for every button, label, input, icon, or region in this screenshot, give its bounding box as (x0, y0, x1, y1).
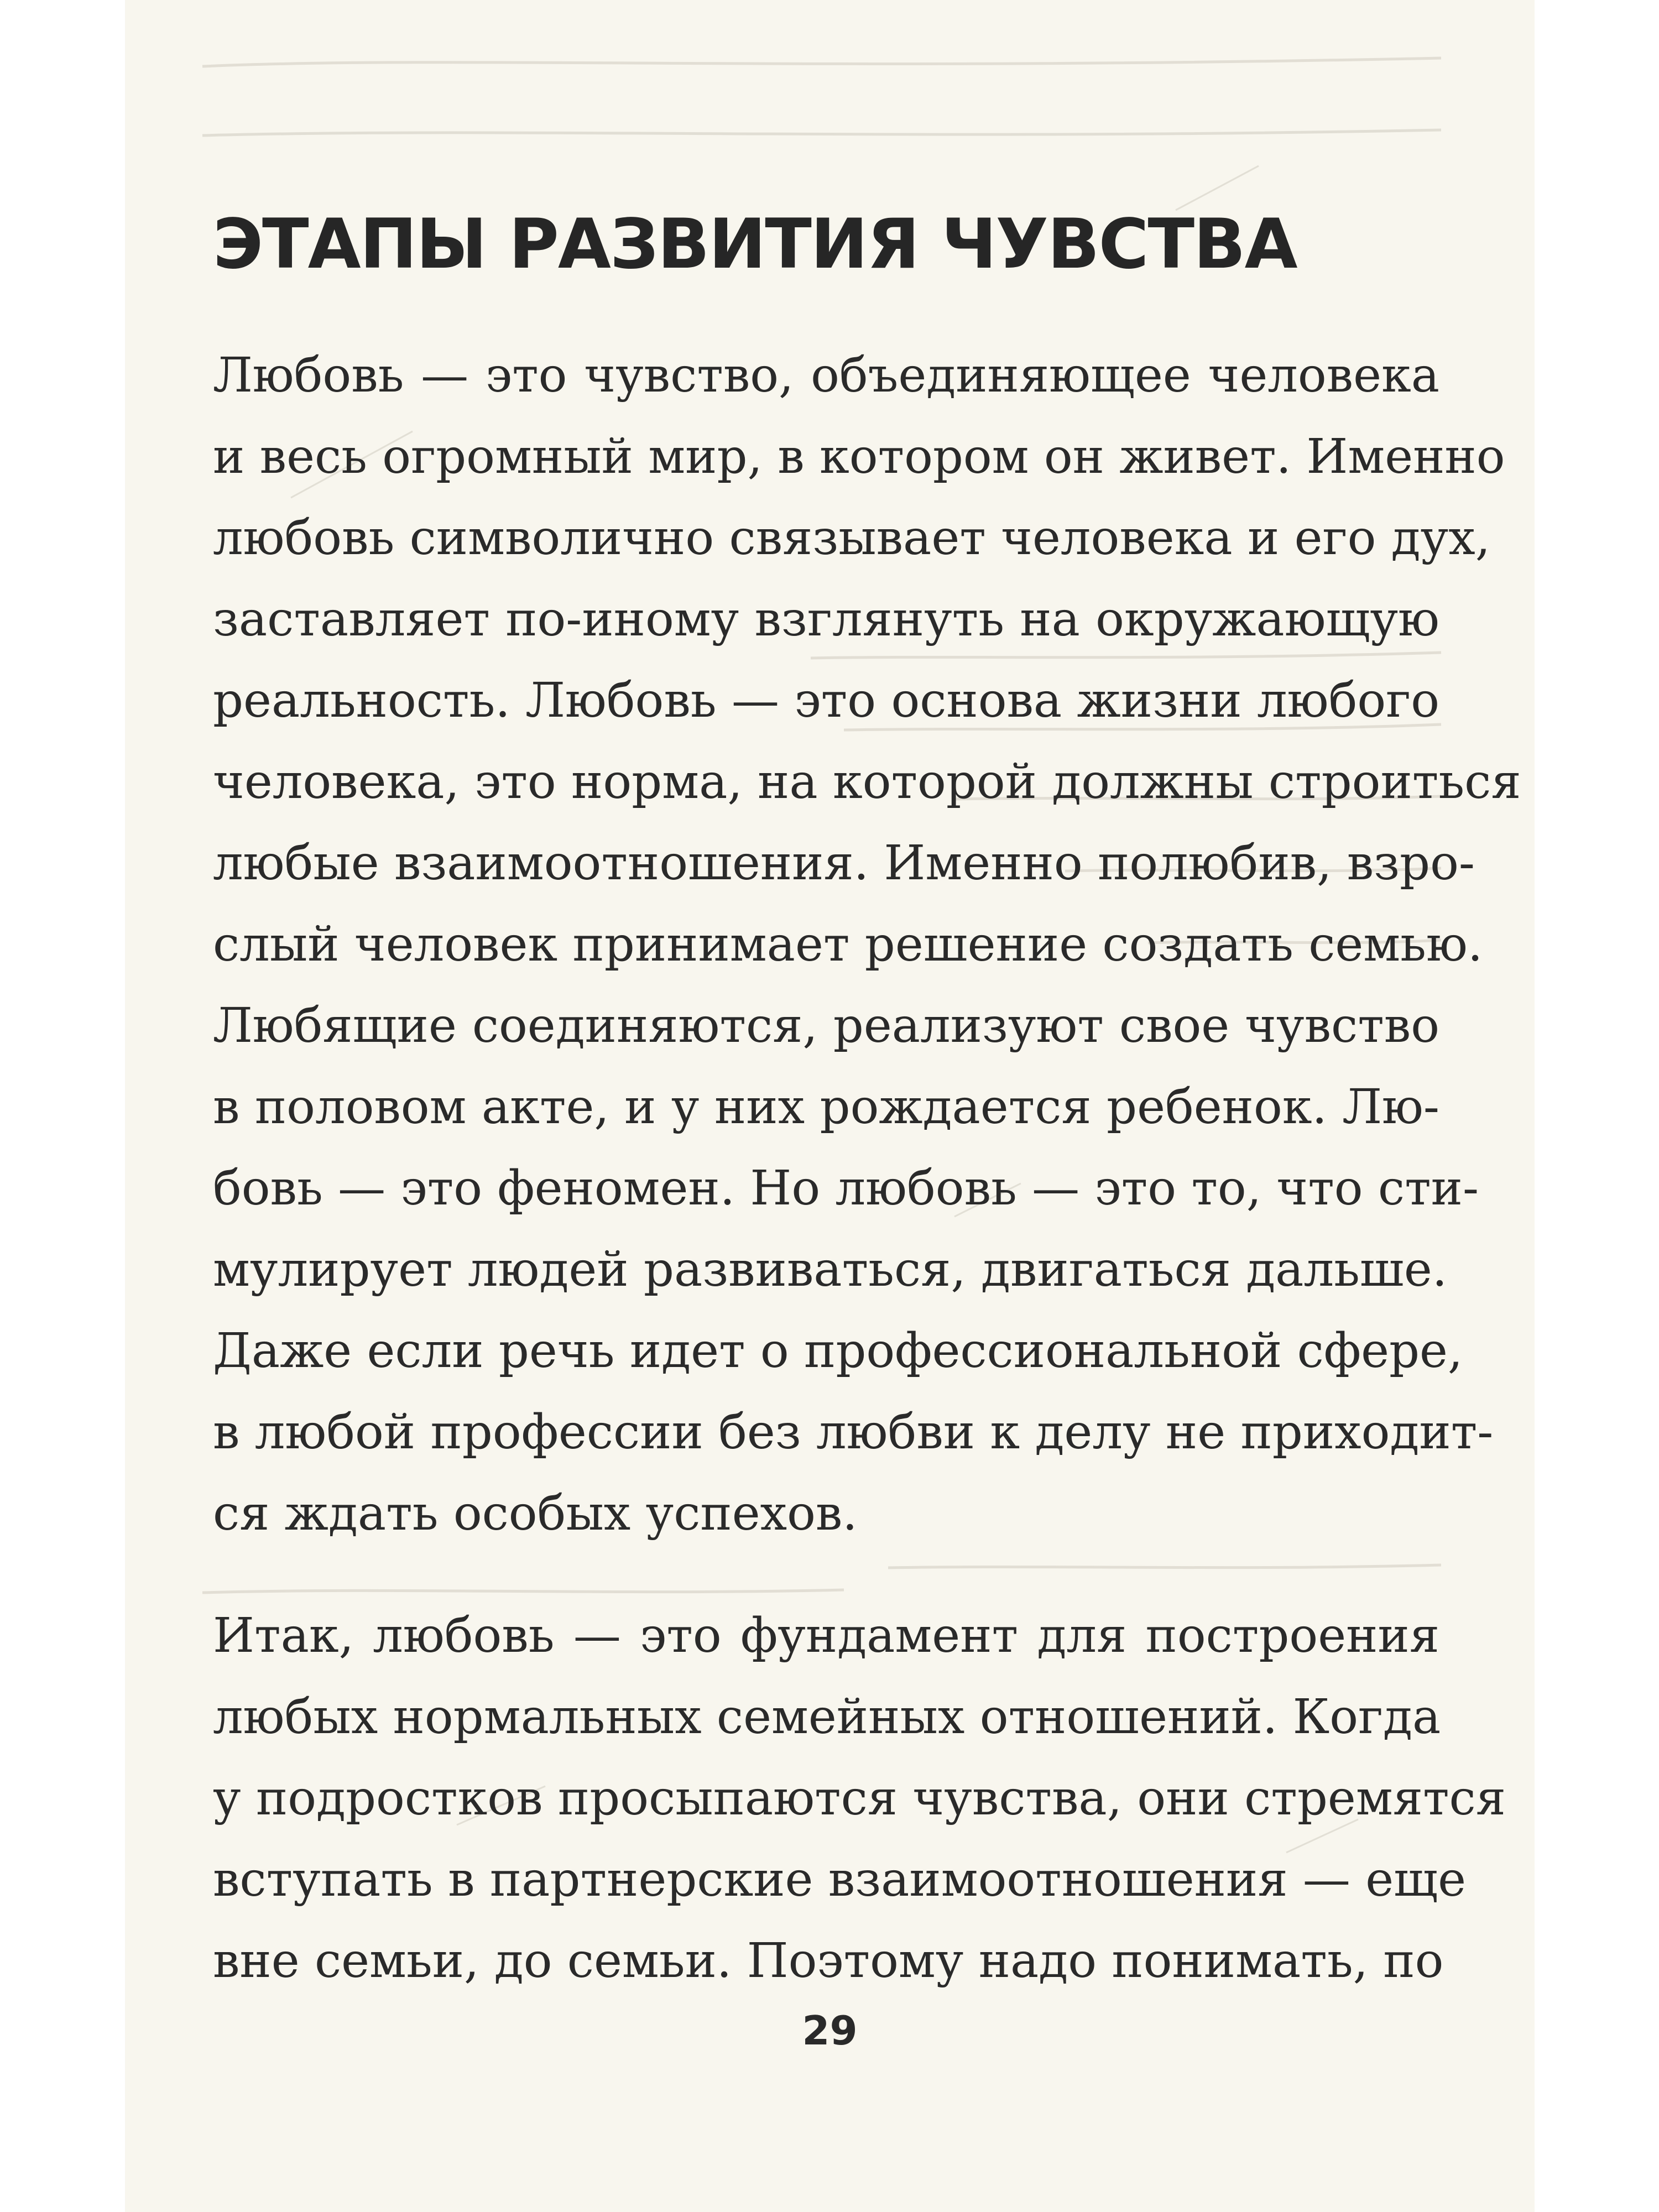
paragraph-line: Даже если речь идет о профессиональной сфере, (213, 1323, 1463, 1379)
paragraph-line: человека, это норма, на которой должны строиться (213, 754, 1521, 810)
paragraph-line: мулирует людей развиваться, двигаться дальше. (213, 1242, 1448, 1297)
paragraph-line: Итак, любовь — это фундамент для построения (213, 1608, 1439, 1663)
paragraph-line: бовь — это феномен. Но любовь — это то, что сти- (213, 1161, 1479, 1216)
paragraph-line: и весь огромный мир, в котором он живет. Именно (213, 429, 1505, 484)
paragraph-line: реальность. Любовь — это основа жизни любого (213, 673, 1439, 728)
paragraph-line: заставляет по-иному взглянуть на окружающую (213, 592, 1439, 647)
paragraph-line: в половом акте, и у них рождается ребенок. Лю- (213, 1079, 1439, 1135)
paragraph-line: любовь символично связывает человека и его дух, (213, 510, 1491, 566)
book-page (125, 0, 1535, 2212)
paragraph-line: Любящие соединяются, реализуют свое чувство (213, 998, 1439, 1053)
paragraph-line: у подростков просыпаются чувства, они стремятся (213, 1771, 1506, 1826)
paragraph-line: любые взаимоотношения. Именно полюбив, взро- (213, 836, 1475, 891)
paragraph-2 (213, 1595, 1506, 2002)
paragraph-line: вступать в партнерские взаимоотношения — еще (213, 1852, 1466, 1907)
paragraph-line: в любой профессии без любви к делу не приходит- (213, 1405, 1494, 1460)
paragraph-line: ся ждать особых успехов. (213, 1486, 858, 1541)
paragraph-line: Любовь — это чувство, объединяющее человека (213, 348, 1439, 403)
page-number: 29 (802, 2007, 858, 2054)
paragraph-line: любых нормальных семейных отношений. Когда (213, 1689, 1441, 1745)
section-heading: ЭТАПЫ РАЗВИТИЯ ЧУВСТВА (213, 205, 1297, 284)
paragraph-1 (213, 335, 1521, 1554)
paragraph-line: вне семьи, до семьи. Поэтому надо понимать, по (213, 1933, 1444, 1989)
paragraph-line: слый человек принимает решение создать семью. (213, 917, 1483, 972)
